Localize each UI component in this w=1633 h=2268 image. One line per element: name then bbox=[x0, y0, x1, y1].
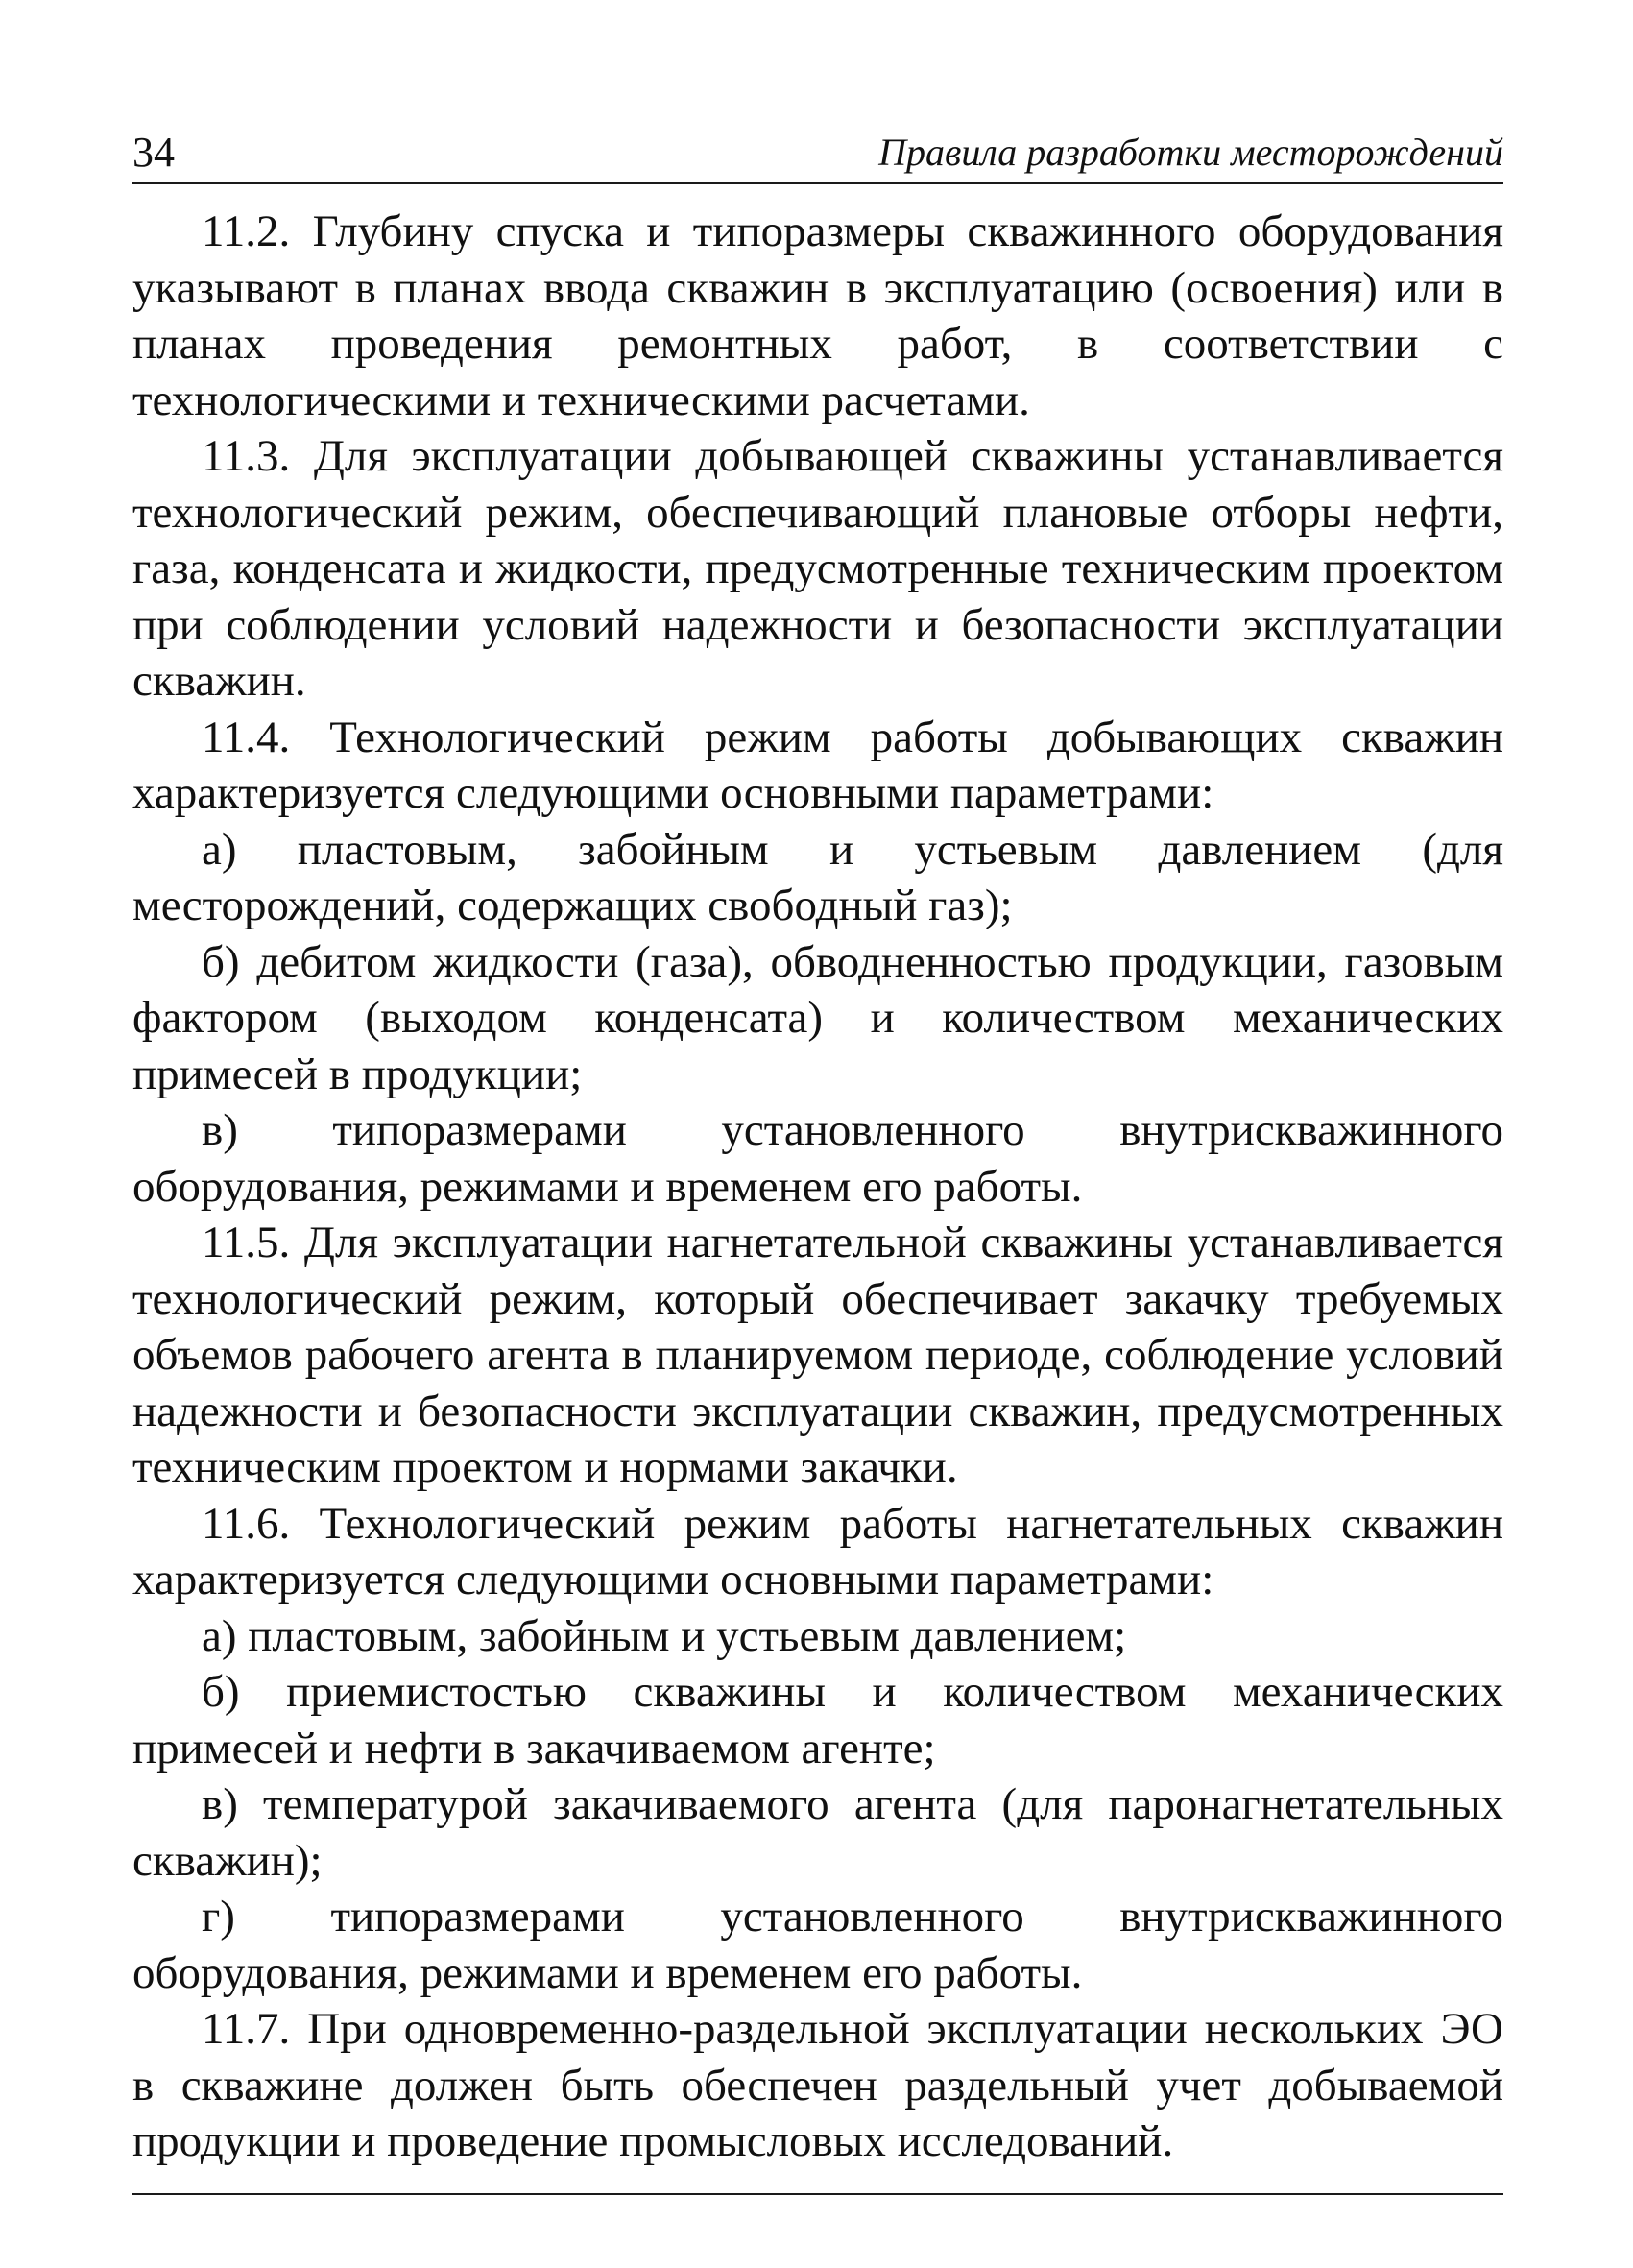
list-item-11-6-v: в) температурой закачиваемого агента (для паронагнетательных скважин); bbox=[132, 1779, 1503, 1886]
paragraph-11-3: 11.3. Для эксплуатации добывающей скважины устанавливается технологический режим, обеспечивающий плановые отборы нефти, газа, конденсата и жидкости, предусмотренные техническим проектом при соблюдении условий надежности и безопасности эксплуатации скважин. bbox=[132, 431, 1503, 706]
page-number: 34 bbox=[132, 129, 175, 176]
running-title: Правила разработки месторождений bbox=[878, 131, 1503, 174]
page-header bbox=[132, 125, 1503, 184]
list-item-11-6-b: б) приемистостью скважины и количеством механических примесей и нефти в закачиваемом агенте; bbox=[132, 1667, 1503, 1773]
paragraph-11-2: 11.2. Глубину спуска и типоразмеры скважинного оборудования указывают в планах ввода скважин в эксплуатацию (освоения) или в планах проведения ремонтных работ, в соответствии с технологическими и техническими расчетами. bbox=[132, 206, 1503, 425]
paragraph-11-4: 11.4. Технологический режим работы добывающих скважин характеризуется следующими основными параметрами: bbox=[132, 712, 1503, 818]
paragraph-11-6: 11.6. Технологический режим работы нагнетательных скважин характеризуется следующими основными параметрами: bbox=[132, 1498, 1503, 1604]
list-item-11-6-g: г) типоразмерами установленного внутрискважинного оборудования, режимами и временем его работы. bbox=[132, 1892, 1503, 1998]
list-item-11-4-b: б) дебитом жидкости (газа), обводненностью продукции, газовым фактором (выходом конденсата) и количеством механических примесей в продукции; bbox=[132, 936, 1503, 1099]
list-item-11-4-a: а) пластовым, забойным и устьевым давлением (для месторождений, содержащих свободный газ); bbox=[132, 824, 1503, 930]
paragraph-11-7: 11.7. При одновременно-раздельной эксплуатации нескольких ЭО в скважине должен быть обеспечен раздельный учет добываемой продукции и проведение промысловых исследований. bbox=[132, 2004, 1503, 2166]
list-item-11-4-v: в) типоразмерами установленного внутрискважинного оборудования, режимами и временем его работы. bbox=[132, 1105, 1503, 1212]
page-body bbox=[132, 184, 1503, 2170]
paragraph-11-5: 11.5. Для эксплуатации нагнетательной скважины устанавливается технологический режим, который обеспечивает закачку требуемых объемов рабочего агента в планируемом периоде, соблюдение условий надежности и безопасности эксплуатации скважин, предусмотренных техническим проектом и нормами закачки. bbox=[132, 1218, 1503, 1492]
footer-divider bbox=[132, 2193, 1503, 2195]
document-page bbox=[132, 125, 1503, 2195]
list-item-11-6-a: а) пластовым, забойным и устьевым давлением; bbox=[202, 1610, 1127, 1661]
